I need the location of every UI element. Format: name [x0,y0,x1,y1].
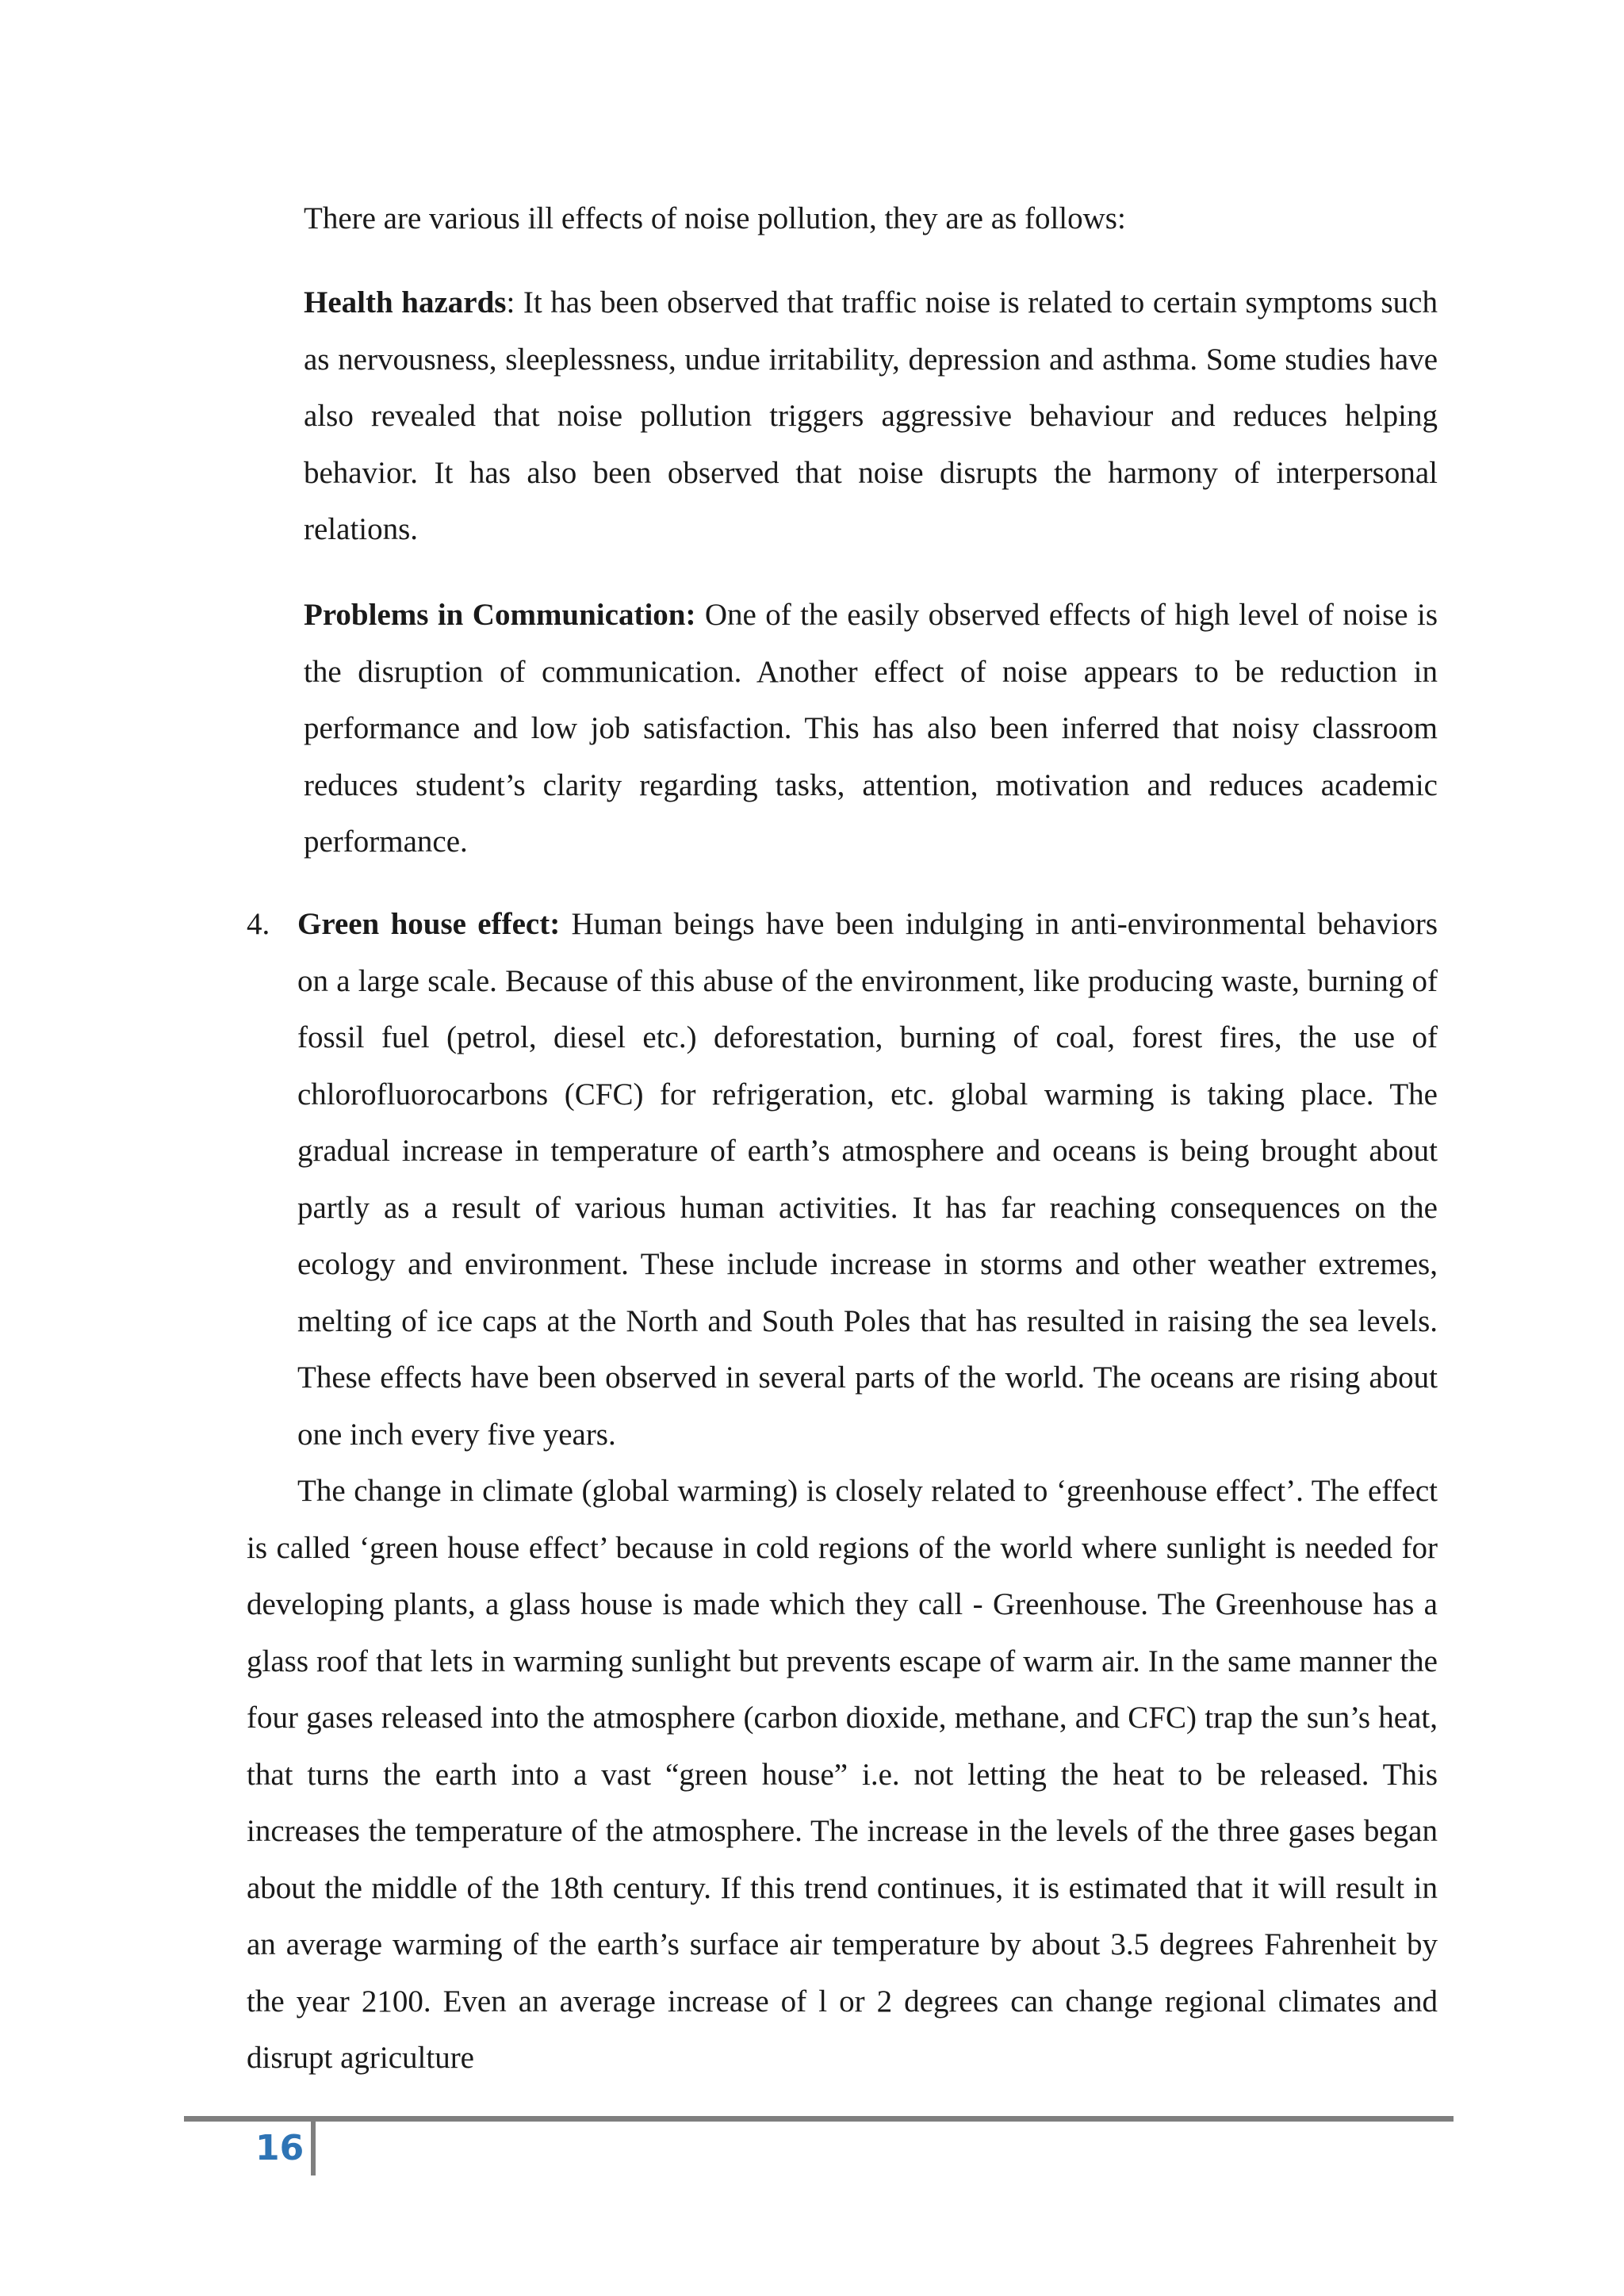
page-number: 16 [255,2128,304,2168]
health-hazards-heading: Health hazards [304,285,507,320]
health-hazards-text: : It has been observed that traffic noise is related to certain symptoms such as nervousness, sleeplessness, undue irritability, depression and asthma. Some studies have also revealed that noise pollution triggers aggressive behaviour and reduces helping behavior. It has also been observed that noise disrupts the harmony of interpersonal relations. [304,285,1438,546]
climate-change-paragraph: The change in climate (global warming) is closely related to ‘greenhouse effect’. The effect is called ‘green house effect’ because in cold regions of the world where sunlight is needed for developing plants, a glass house is made which they call - Greenhouse. The Greenhouse has a glass roof that lets in warming sunlight but prevents escape of warm air. In the same manner the four gases released into the atmosphere (carbon dioxide, methane, and CFC) trap the sun’s heat, that turns the earth into a vast “green house” i.e. not letting the heat to be released. This increases the temperature of the atmosphere. The increase in the levels of the three gases began about the middle of the 18th century. If this trend continues, it is estimated that it will result in an average warming of the earth’s surface air temperature by about 3.5 degrees Fahrenheit by the year 2100. Even an average increase of l or 2 degrees can change regional climates and disrupt agriculture [247,1474,1438,2075]
page-number-divider [311,2122,316,2175]
communication-heading: Problems in Communication: [304,598,696,632]
list-item-number: 4. [247,907,270,941]
greenhouse-effect-text: Human beings have been indulging in anti-environmental behaviors on a large scale. Because of this abuse of the environment, like producing waste, burning of fossil fuel (petrol, diesel etc.) deforestation, burning of coal, forest fires, the use of chlorofluorocarbons (CFC) for refrigeration, etc. global warming is taking place. The gradual increase in temperature of earth’s atmosphere and oceans is being brought about partly as a result of various human activities. It has far reaching consequences on the ecology and environment. These include increase in storms and other weather extremes, melting of ice caps at the North and South Poles that has resulted in raising the sea levels. These effects have been observed in several parts of the world. The oceans are rising about one inch every five years. [297,907,1438,1452]
intro-paragraph: There are various ill effects of noise pollution, they are as follows: [304,201,1126,235]
greenhouse-effect-heading: Green house effect: [297,907,561,941]
communication-paragraph [304,587,1438,871]
communication-text: One of the easily observed effects of high level of noise is the disruption of communication. Another effect of noise appears to be reduction in performance and low job satisfaction. This has also been inferred that noisy classroom reduces student’s clarity regarding tasks, attention, motivation and reduces academic performance. [304,598,1438,859]
greenhouse-effect-paragraph [297,896,1438,1463]
health-hazards-paragraph [304,274,1438,558]
footer-rule [184,2116,1454,2122]
